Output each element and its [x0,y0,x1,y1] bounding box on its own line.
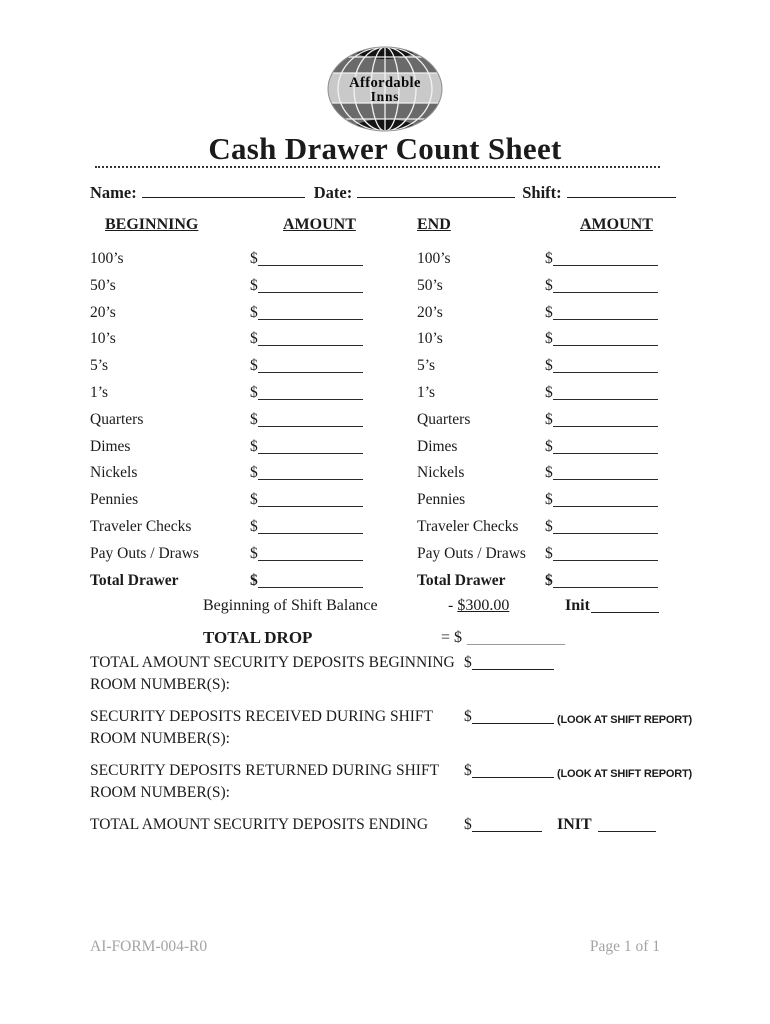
currency-sign: $ [464,762,472,779]
security-item-line [90,652,676,674]
count-row [90,300,676,327]
end-amount-cell [545,380,658,407]
security-amount-cell [464,706,554,728]
begin-denomination-label: 1’s [90,383,109,401]
begin-denomination-label: Nickels [90,464,138,482]
security-amount-blank[interactable] [472,668,554,670]
security-label: SECURITY DEPOSITS RETURNED DURING SHIFT [90,762,440,779]
begin-amount-cell [250,246,363,273]
end-amount-cell [545,487,658,514]
currency-sign: $ [545,571,553,589]
begin-amount-cell [250,568,363,595]
currency-sign: $ [250,250,258,267]
count-rows [90,246,676,594]
total-drop-blank[interactable] [467,643,565,645]
end-amount-cell [545,434,658,461]
security-amount-blank[interactable] [472,722,554,724]
form-number: AI-FORM-004-R0 [90,938,208,955]
shift-report-note: (LOOK AT SHIFT REPORT) [557,768,692,780]
begin-amount-cell [250,514,363,541]
total-drop-label: TOTAL DROP [203,628,313,647]
begin-amount-blank[interactable] [258,586,363,588]
count-row [90,353,676,380]
security-item [90,706,692,750]
minus-sign: - [448,597,458,614]
count-row [90,514,676,541]
currency-sign: $ [545,330,553,348]
security-amount-cell [464,814,542,836]
init-ending-label: INIT [557,816,592,833]
end-amount-blank[interactable] [553,505,658,507]
total-drop-equals [441,624,565,652]
count-row [90,246,676,273]
begin-amount-cell [250,407,363,434]
date-field-blank[interactable] [357,196,515,198]
page-indicator: Page 1 of 1 [589,938,660,955]
end-denomination-label: Traveler Checks [417,517,519,535]
count-row [90,407,676,434]
end-amount-cell [545,300,658,327]
end-denomination-label: 5’s [417,357,436,375]
begin-amount-cell [250,300,363,327]
end-denomination-label: Pay Outs / Draws [417,544,526,562]
currency-sign: $ [250,330,258,348]
end-amount-cell [545,460,658,487]
currency-sign: $ [545,464,553,482]
security-label: TOTAL AMOUNT SECURITY DEPOSITS ENDING [90,816,429,833]
shift-balance-value [448,593,509,619]
currency-sign: $ [545,276,553,294]
col-header-amount-end: AMOUNT [580,216,653,233]
currency-sign: $ [545,517,553,535]
end-amount-cell [545,541,658,568]
security-amount-blank[interactable] [472,776,554,778]
begin-amount-cell [250,353,363,380]
begin-denomination-label: Pay Outs / Draws [90,544,199,562]
security-item [90,814,676,836]
company-logo [327,45,443,133]
globe-icon [327,45,443,133]
end-denomination-label: Pennies [417,491,466,509]
begin-amount-blank[interactable] [258,318,363,320]
end-denomination-label: Total Drawer [417,571,506,589]
currency-sign: $ [250,571,258,589]
shift-balance-amount: $300.00 [457,597,510,614]
begin-amount-cell [250,380,363,407]
currency-sign: $ [464,708,472,725]
begin-amount-cell [250,326,363,353]
col-header-beginning: BEGINNING [105,216,199,233]
security-amount-cell [464,652,554,674]
begin-amount-blank[interactable] [258,344,363,346]
end-amount-cell [545,568,658,595]
end-amount-blank[interactable] [553,371,658,373]
count-row [90,380,676,407]
security-item-line [90,814,676,836]
init-blank[interactable] [591,611,659,613]
logo-text-line1: Affordable [349,75,421,91]
room-numbers-label: ROOM NUMBER(S): [90,784,230,801]
currency-sign: $ [545,250,553,267]
currency-sign: $ [250,517,258,535]
currency-sign: $ [250,383,258,401]
count-row [90,460,676,487]
security-item [90,652,676,696]
end-amount-blank[interactable] [553,425,658,427]
currency-sign: $ [545,383,553,401]
end-amount-blank[interactable] [553,318,658,320]
begin-amount-blank[interactable] [258,452,363,454]
init-group [565,593,659,619]
equals-sign: = $ [441,629,463,646]
end-amount-blank[interactable] [553,452,658,454]
begin-denomination-label: Quarters [90,410,144,428]
begin-denomination-label: Total Drawer [90,571,179,589]
begin-denomination-label: Dimes [90,437,131,455]
name-field-blank[interactable] [142,196,305,198]
count-row [90,541,676,568]
end-amount-blank[interactable] [553,478,658,480]
init-label: Init [565,597,590,614]
begin-amount-blank[interactable] [258,559,363,561]
end-amount-cell [545,353,658,380]
security-amount-cell [464,760,554,782]
currency-sign: $ [250,303,258,321]
security-label: TOTAL AMOUNT SECURITY DEPOSITS BEGINNING [90,654,455,671]
end-denomination-label: 10’s [417,330,443,348]
end-amount-cell [545,514,658,541]
end-denomination-label: Nickels [417,464,465,482]
currency-sign: $ [250,437,258,455]
currency-sign: $ [250,464,258,482]
title-underline [95,166,660,168]
total-drop-row [90,624,676,654]
shift-report-note: (LOOK AT SHIFT REPORT) [557,714,692,726]
begin-amount-blank[interactable] [258,291,363,293]
begin-amount-cell [250,434,363,461]
end-amount-blank[interactable] [553,398,658,400]
end-amount-blank[interactable] [553,532,658,534]
begin-denomination-label: 20’s [90,303,116,321]
security-item [90,760,692,804]
end-amount-blank[interactable] [553,559,658,561]
begin-denomination-label: 100’s [90,250,124,267]
currency-sign: $ [545,437,553,455]
security-section [90,652,692,846]
header-fields-row [90,182,676,204]
security-label: SECURITY DEPOSITS RECEIVED DURING SHIFT [90,708,434,725]
room-numbers-label: ROOM NUMBER(S): [90,730,230,747]
end-amount-cell [545,326,658,353]
currency-sign: $ [250,544,258,562]
shift-field-blank[interactable] [567,196,676,198]
end-amount-cell [545,407,658,434]
table-header-row [90,216,676,240]
end-denomination-label: Dimes [417,437,458,455]
begin-denomination-label: 50’s [90,276,116,294]
begin-denomination-label: Pennies [90,491,139,509]
begin-amount-cell [250,460,363,487]
room-numbers-label: ROOM NUMBER(S): [90,676,230,693]
end-amount-blank[interactable] [553,291,658,293]
begin-amount-cell [250,273,363,300]
logo-text-line2: Inns [370,89,400,104]
begin-amount-blank[interactable] [258,532,363,534]
currency-sign: $ [545,491,553,509]
init-ending-blank[interactable] [598,830,656,832]
currency-sign: $ [250,410,258,428]
init-group [557,814,656,836]
shift-balance-row [90,593,676,621]
begin-denomination-label: 5’s [90,357,109,375]
count-row [90,273,676,300]
count-row [90,487,676,514]
begin-amount-cell [250,487,363,514]
end-amount-cell [545,273,658,300]
end-denomination-label: 20’s [417,303,443,321]
col-header-amount-beginning: AMOUNT [283,216,356,233]
begin-amount-blank[interactable] [258,371,363,373]
name-label: Name: [90,183,137,202]
end-denomination-label: Quarters [417,410,471,428]
begin-denomination-label: 10’s [90,330,116,348]
end-amount-cell [545,246,658,273]
end-denomination-label: 100’s [417,250,451,267]
security-item-line [90,706,692,728]
count-row [90,326,676,353]
begin-amount-blank[interactable] [258,478,363,480]
security-item-line [90,760,692,782]
shift-label: Shift: [522,183,562,202]
col-header-end: END [417,216,451,233]
shift-balance-label: Beginning of Shift Balance [203,597,378,614]
currency-sign: $ [545,410,553,428]
begin-amount-cell [250,541,363,568]
end-amount-blank[interactable] [553,586,658,588]
date-label: Date: [313,183,353,202]
currency-sign: $ [545,544,553,562]
currency-sign: $ [250,357,258,375]
begin-amount-blank[interactable] [258,505,363,507]
currency-sign: $ [250,491,258,509]
page-footer [90,938,660,956]
security-amount-blank[interactable] [472,830,542,832]
begin-amount-blank[interactable] [258,398,363,400]
begin-amount-blank[interactable] [258,264,363,266]
currency-sign: $ [545,357,553,375]
currency-sign: $ [464,816,472,833]
currency-sign: $ [250,276,258,294]
begin-denomination-label: Traveler Checks [90,517,192,535]
end-amount-blank[interactable] [553,264,658,266]
count-row [90,568,676,595]
end-denomination-label: 1’s [417,383,436,401]
currency-sign: $ [464,654,472,671]
currency-sign: $ [545,303,553,321]
begin-amount-blank[interactable] [258,425,363,427]
end-amount-blank[interactable] [553,344,658,346]
end-denomination-label: 50’s [417,276,443,294]
page-title: Cash Drawer Count Sheet [208,131,562,166]
count-row [90,434,676,461]
